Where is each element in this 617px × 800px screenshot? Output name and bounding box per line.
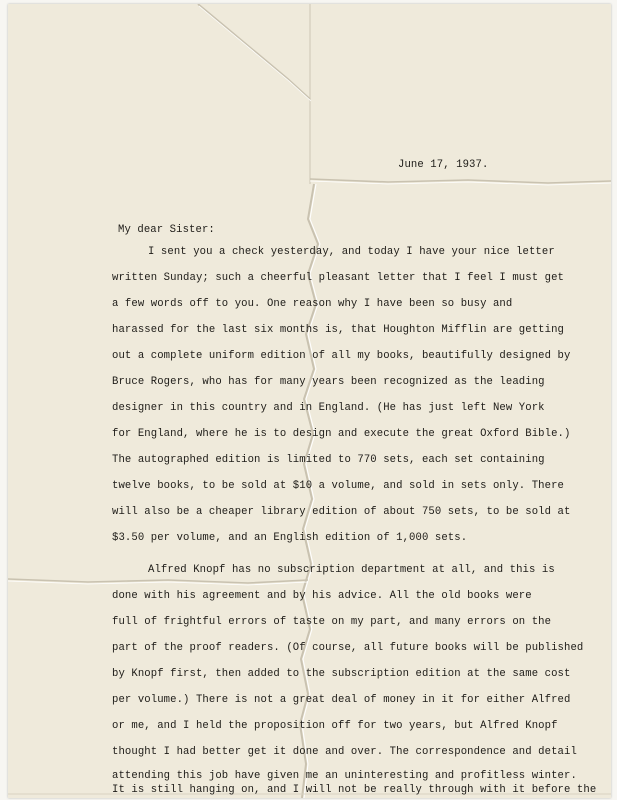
letter-line: part of the proof readers. (Of course, all future books will be published [112,642,584,654]
letter-line: It is still hanging on, and I will not be really through with it before the [112,784,597,796]
letter-line: for England, where he is to design and execute the great Oxford Bible.) [112,428,571,440]
letter-salutation: My dear Sister: [118,224,215,236]
letter-line: twelve books, to be sold at $10 a volume, and sold in sets only. There [112,480,565,492]
letter-line: or me, and I held the proposition off for two years, but Alfred Knopf [112,720,558,732]
letter-line: Alfred Knopf has no subscription department at all, and this is [148,564,555,576]
letter-line: full of frightful errors of taste on my part, and many errors on the [112,616,552,628]
letter-line: Bruce Rogers, who has for many years been recognized as the leading [112,376,545,388]
letter-line: done with his agreement and by his advice. All the old books were [112,590,532,602]
letter-line: thought I had better get it done and over. The correspondence and detail [112,746,577,758]
letter-line: a few words off to you. One reason why I have been so busy and [112,298,513,310]
letter-line: attending this job have given me an uninteresting and profitless winter. [112,770,577,782]
letter-date: June 17, 1937. [398,159,489,171]
letter-line: harassed for the last six months is, that Houghton Mifflin are getting [112,324,565,336]
letter-body [8,4,611,798]
letter-line: $3.50 per volume, and an English edition of 1,000 sets. [112,532,468,544]
letter-line: I sent you a check yesterday, and today I have your nice letter [148,246,555,258]
letter-page [8,4,611,798]
letter-line: per volume.) There is not a great deal of money in it for either Alfred [112,694,571,706]
letter-line: written Sunday; such a cheerful pleasant letter that I feel I must get [112,272,565,284]
letter-line: will also be a cheaper library edition of about 750 sets, to be sold at [112,506,571,518]
letter-line: out a complete uniform edition of all my books, beautifully designed by [112,350,571,362]
letter-line: designer in this country and in England. (He has just left New York [112,402,545,414]
letter-line: by Knopf first, then added to the subscription edition at the same cost [112,668,571,680]
letter-line: The autographed edition is limited to 770 sets, each set containing [112,454,545,466]
